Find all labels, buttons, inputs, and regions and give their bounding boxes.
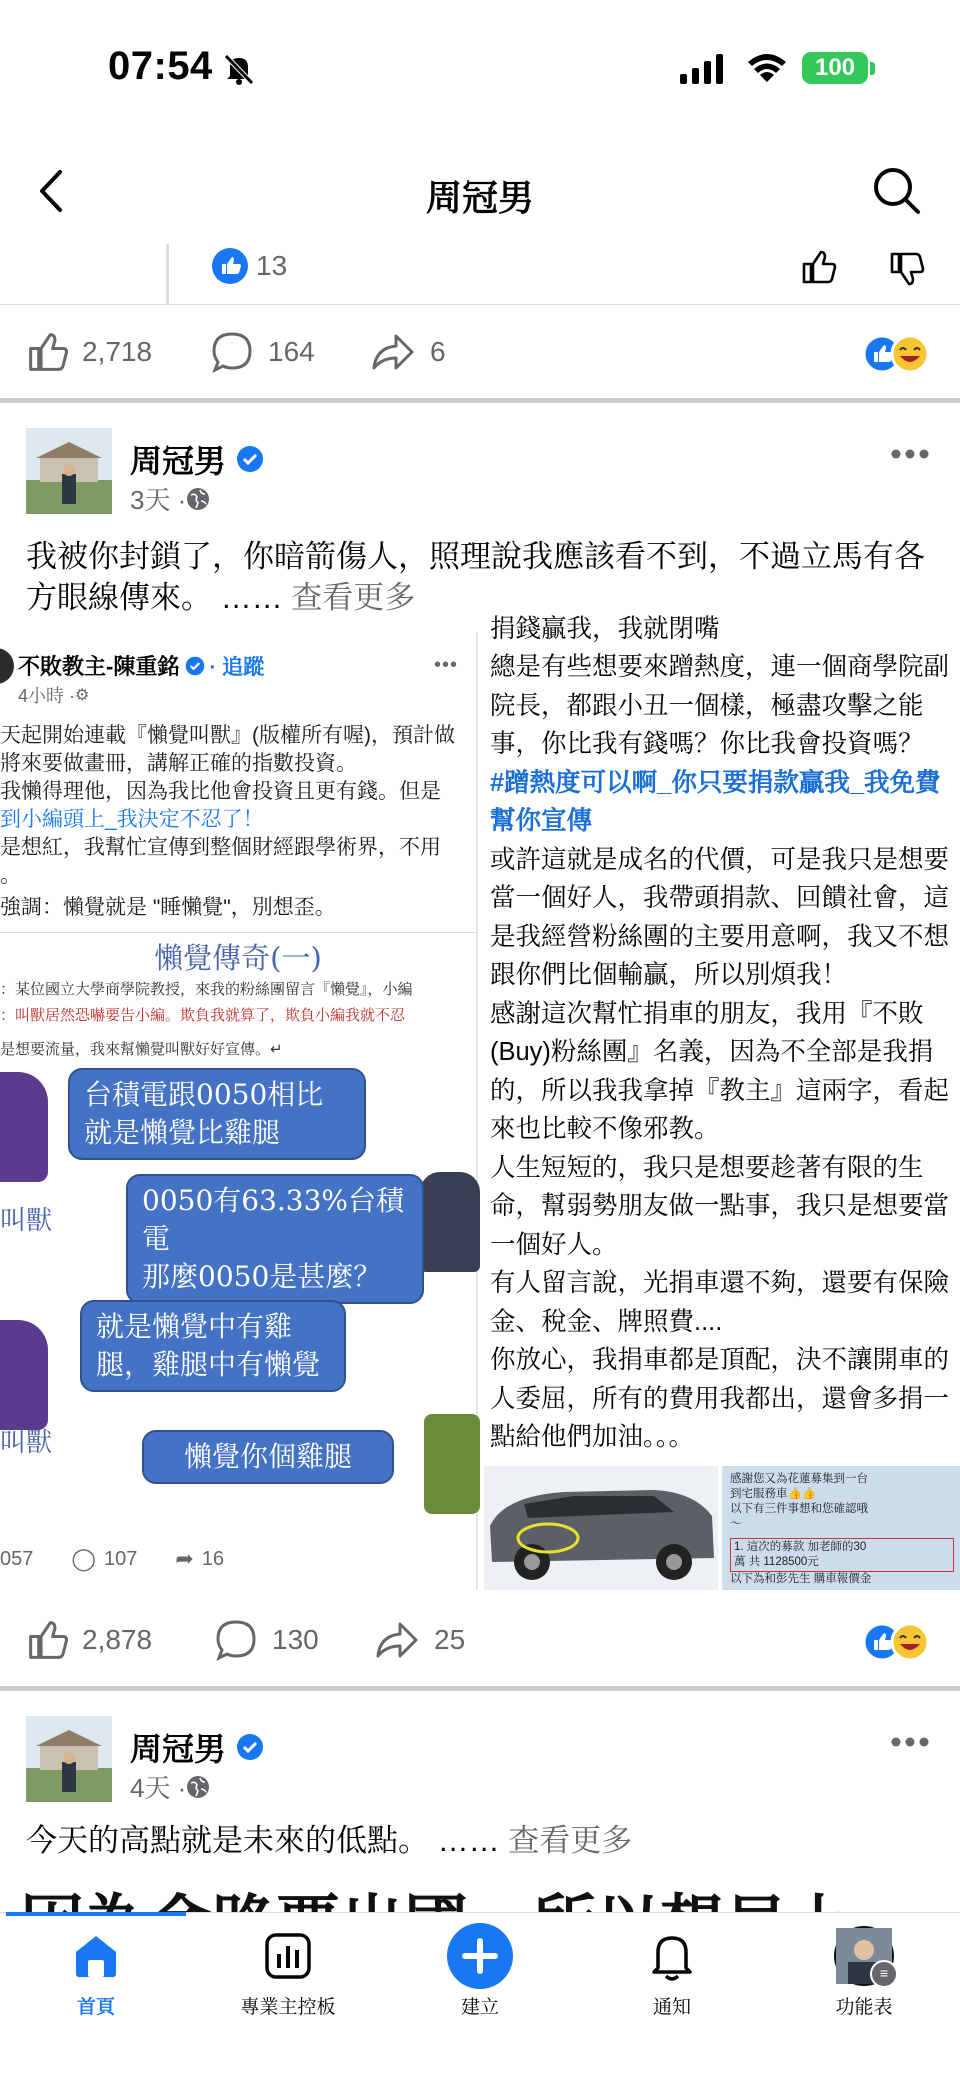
share-arrow-icon <box>374 1618 420 1662</box>
shot-line: 。 <box>0 864 21 887</box>
comic-side-label-1: 叫獸 <box>0 1206 53 1236</box>
comic-side-label-2: 叫獸 <box>0 1428 53 1458</box>
shot-shares: 16 <box>201 1547 225 1570</box>
comment-dislike-button[interactable] <box>888 250 926 288</box>
like-badge-icon <box>212 248 248 284</box>
donation-note <box>722 1466 960 1590</box>
thread-line <box>166 244 169 304</box>
post-divider <box>0 1686 960 1691</box>
post3-meta <box>130 1768 210 1805</box>
wifi-icon <box>746 50 788 84</box>
comic-bubble-4: 懶覺你個雞腿 <box>142 1430 394 1484</box>
post2-see-more[interactable]: 查看更多 <box>291 580 416 615</box>
shot-stats <box>0 1546 224 1572</box>
post1-share-count: 6 <box>430 336 446 367</box>
tab-home[interactable] <box>16 1930 176 2019</box>
comment-like-summary[interactable] <box>212 248 287 284</box>
note-line: 到宅服務車👍👍 <box>730 1488 817 1500</box>
comic-bubble-2: 0050有63.33%台積電 那麼0050是甚麼？ <box>126 1174 424 1304</box>
verified-badge-icon <box>236 1733 264 1761</box>
post2-share-button[interactable] <box>374 1618 465 1662</box>
comic-bubble-1: 台積電跟0050相比 就是懶覺比雞腿 <box>68 1068 366 1160</box>
shot-follow: · 追蹤 <box>209 655 265 679</box>
more-horizontal-icon <box>890 448 930 460</box>
post1-comment-button[interactable] <box>210 330 315 374</box>
post3-see-more[interactable]: 查看更多 <box>508 1823 633 1858</box>
article-p1: 總是有些想要來蹭熱度，連一個商學院副院長，都跟小丑一個樣，極盡攻擊之能事，你比我有錢嗎？你比我會投資嗎？ <box>490 653 950 758</box>
post2-time: 3天 · <box>130 485 187 515</box>
comic-caption-1: ：某位國立大學商學院教授，來我的粉絲團留言『懶覺』，小編 <box>0 981 413 998</box>
post2-like-count: 2,878 <box>82 1624 153 1655</box>
shot-line: 是想紅，我幫忙宣傳到整個財經跟學術界，不用 <box>0 836 441 859</box>
shot-top-cut-text: 捐錢贏我，我就閉嘴 <box>490 615 720 643</box>
home-icon <box>70 1930 122 1982</box>
note-line: 1. 這次的募款 加老師的30 <box>734 1541 867 1553</box>
page-title: 周冠男 <box>425 177 534 218</box>
shot-likes: 057 <box>0 1547 34 1570</box>
note-line: 以下有三件事想和您確認哦 <box>730 1503 868 1515</box>
article-p6: 有人留言說，光捐車還不夠，還要有保險金、稅金、牌照費.... <box>490 1269 950 1336</box>
tab-label: 專業主控板 <box>240 1997 336 2018</box>
comment-like-count: 13 <box>256 250 288 281</box>
post2-image-right[interactable] <box>480 615 960 1590</box>
silent-bell-icon <box>222 52 256 86</box>
comic-title: 懶覺傳奇(一) <box>154 941 322 975</box>
note-line: 感謝您又為花蓮募集到一台 <box>730 1473 868 1485</box>
post2-author-row[interactable] <box>130 436 264 482</box>
post2-like-button[interactable] <box>26 1618 152 1662</box>
shot-line: 天起開始連載『懶覺叫獸』(版權所有喔)，預計做 <box>0 724 455 747</box>
note-line: 以下為和彭先生 購車報價金 <box>730 1573 872 1585</box>
shot-more-icon: ••• <box>434 654 459 676</box>
shot-line: 將來要做畫冊，講解正確的指數投資。 <box>0 752 357 775</box>
article-p7: 你放心，我捐車都是頂配，決不讓開車的人委屈，所有的費用我都出，還會多捐一點給他們加油。。。 <box>490 1346 950 1451</box>
post3-author-row[interactable] <box>130 1724 264 1770</box>
tab-label: 通知 <box>652 1997 691 2018</box>
post1-share-button[interactable] <box>370 330 446 374</box>
comment-bubble-icon <box>214 1618 258 1662</box>
post2-comment-button[interactable] <box>214 1618 319 1662</box>
search-button[interactable] <box>872 166 922 216</box>
tab-create[interactable] <box>400 1930 560 2019</box>
tab-dashboard[interactable] <box>208 1930 368 2019</box>
comment-like-button[interactable] <box>800 248 838 286</box>
shot-article <box>490 648 954 1457</box>
post2-reactions-summary[interactable] <box>862 1622 932 1662</box>
post2-comment-count: 130 <box>272 1624 319 1655</box>
comment-bubble-icon <box>210 330 254 374</box>
shot-line: 到小編頭上_我決定不忍了！ <box>0 808 264 831</box>
battery-tip <box>870 62 875 75</box>
bell-icon <box>646 1930 698 1982</box>
dashboard-icon <box>262 1930 314 1982</box>
shot-avatar <box>0 648 14 684</box>
tab-label: 建立 <box>460 1997 499 2018</box>
note-line: ～ <box>730 1518 742 1530</box>
plus-icon <box>446 1922 514 1990</box>
thumbs-up-icon <box>800 248 838 286</box>
post3-author-name[interactable]: 周冠男 <box>130 1731 227 1767</box>
thumbs-up-icon <box>26 1618 70 1662</box>
post2-text-block <box>26 536 936 618</box>
shot-author: 不敗教主-陳重銘 <box>18 654 180 679</box>
post3-text-block <box>26 1820 936 1861</box>
post2-text: 我被你封鎖了，你暗箭傷人，照理說我應該看不到，不過立馬有各方眼線傳來。 …… <box>26 539 925 615</box>
verified-badge-icon <box>185 656 205 676</box>
shot-line: 我懶得理他，因為我比他會投資且更有錢。但是 <box>0 780 441 803</box>
shot-comments: 107 <box>104 1547 138 1570</box>
post3-avatar[interactable] <box>26 1716 112 1802</box>
signal-icon <box>680 54 724 84</box>
shot-text <box>0 722 476 922</box>
shot-line: 強調：懶覺就是 "睡懶覺"，別想歪。 <box>0 896 336 919</box>
thumbs-down-icon <box>888 250 926 288</box>
post3-text: 今天的高點就是未來的低點。 …… <box>26 1823 500 1858</box>
post-divider <box>0 398 960 403</box>
post1-like-count: 2,718 <box>82 336 153 367</box>
comic-character-joker <box>424 1414 480 1514</box>
tab-menu[interactable] <box>784 1930 944 2019</box>
post2-meta <box>130 480 210 517</box>
post3-more-button[interactable] <box>890 1736 930 1748</box>
post2-avatar[interactable] <box>26 428 112 514</box>
menu-badge-icon: ≡ <box>870 1960 898 1988</box>
globe-icon <box>186 1775 210 1799</box>
shot-settings-icon: ⚙ <box>75 687 90 704</box>
comic-character-left-2 <box>0 1320 48 1430</box>
separator <box>0 304 960 305</box>
post1-like-button[interactable] <box>26 330 152 374</box>
status-time: 07:54 <box>108 44 213 88</box>
shot-share-icon: ➦ <box>175 1546 194 1571</box>
comic-character-left <box>0 1072 48 1182</box>
article-p3: 或許這就是成名的代價，可是我只是想要當一個好人，我帶頭捐款、回饋社會，這是我經營粉絲團的主要用意啊，我又不想跟你們比個輸贏，所以別煩我！ <box>490 845 950 989</box>
post3-time: 4天 · <box>130 1773 187 1803</box>
post2-more-button[interactable] <box>890 448 930 460</box>
more-horizontal-icon <box>890 1736 930 1748</box>
comic-bubble-3: 就是懶覺中有雞 腿，雞腿中有懶覺 <box>80 1300 346 1392</box>
shot-time: 4小時 · <box>18 686 76 706</box>
article-hashtag: #蹭熱度可以啊_你只要捐款贏我_我免費幫你宣傳 <box>490 768 941 835</box>
shot-comment-icon: ◯ <box>71 1546 96 1571</box>
comic-character-right <box>420 1172 480 1272</box>
post2-share-count: 25 <box>434 1624 466 1655</box>
article-p4: 感謝這次幫忙捐車的朋友，我用『不敗(Buy)粉絲團』名義，因為不全部是我捐的，所以我我拿掉『教主』這兩字，看起來也比較不像邪教。 <box>490 999 950 1143</box>
note-line: 萬 共 1128500元 <box>734 1556 819 1568</box>
post1-comment-count: 164 <box>268 336 315 367</box>
post1-reactions-summary[interactable] <box>862 334 932 374</box>
battery-indicator: 100 <box>802 52 868 84</box>
share-arrow-icon <box>370 330 416 374</box>
tab-notifications[interactable] <box>592 1930 752 2019</box>
shot-comic-divider <box>0 932 476 933</box>
globe-icon <box>186 487 210 511</box>
verified-badge-icon <box>236 445 264 473</box>
article-p5: 人生短短的，我只是想要趁著有限的生命，幫弱勢朋友做一點事，我只是想要當一個好人。 <box>490 1153 950 1259</box>
comic-caption-3: 是想要流量，我來幫懶覺叫獸好好宣傳。↵ <box>0 1041 283 1058</box>
thumbs-up-icon <box>26 330 70 374</box>
post3-big-text <box>20 1880 852 1912</box>
tab-label: 首頁 <box>76 1997 115 2018</box>
post2-image-left[interactable] <box>0 632 478 1590</box>
car-photo <box>484 1466 718 1590</box>
post2-author-name[interactable]: 周冠男 <box>130 443 227 479</box>
comic-caption-2: ：叫獸居然恐嚇要告小編。欺負我就算了，欺負小編我就不忍 <box>0 1007 406 1024</box>
tab-label: 功能表 <box>835 1997 893 2018</box>
active-tab-indicator <box>6 1912 186 1916</box>
